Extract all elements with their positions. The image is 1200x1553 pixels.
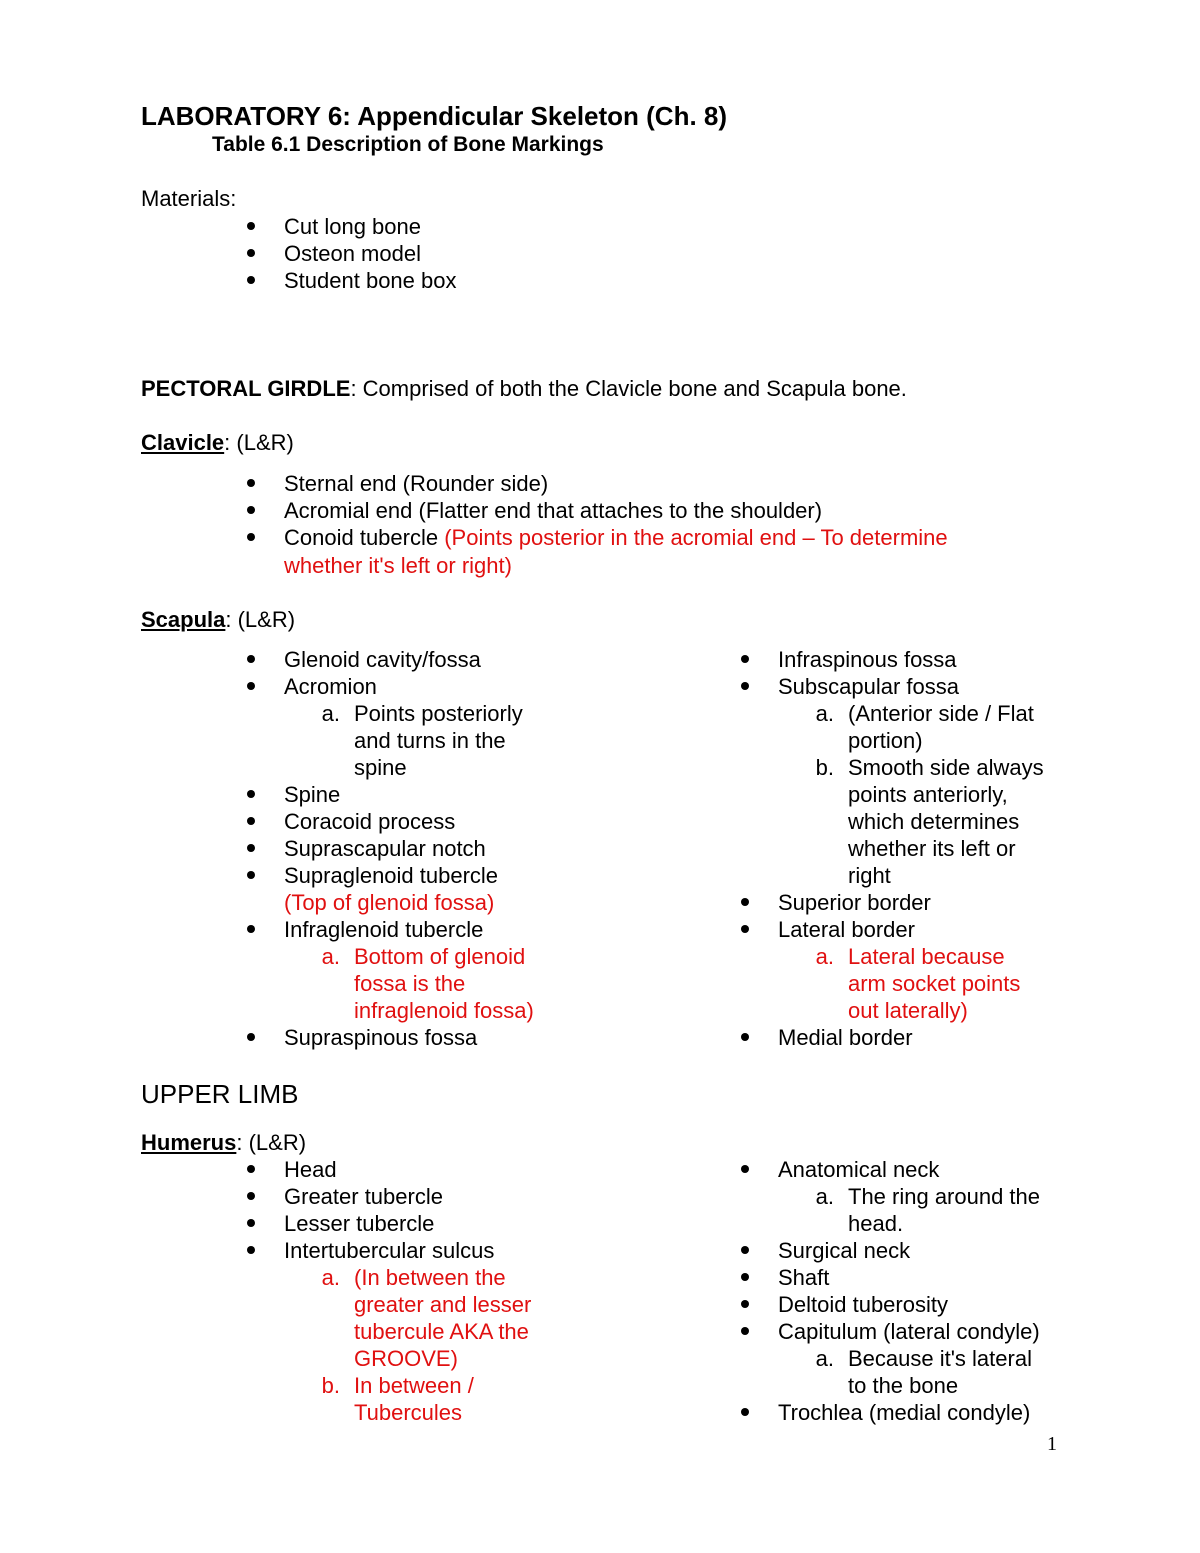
- bullet-icon: [247, 222, 255, 230]
- bullet-icon: [741, 1273, 749, 1281]
- page-number: 1: [1047, 1433, 1057, 1455]
- scapula-suffix: : (L&R): [225, 607, 296, 632]
- bullet-icon: [247, 1219, 255, 1227]
- bullet-icon: [247, 276, 255, 284]
- clavicle-label: Clavicle: [141, 430, 225, 455]
- bullet-icon: [741, 898, 749, 906]
- bullet-icon: [247, 533, 255, 541]
- bullet-icon: [247, 925, 255, 933]
- bullet-icon: [247, 249, 255, 257]
- bullet-icon: [247, 790, 255, 798]
- materials-label: Materials:: [141, 186, 237, 211]
- bullet-icon: [247, 479, 255, 487]
- bullet-icon: [247, 682, 255, 690]
- scapula-heading: [141, 606, 295, 633]
- clavicle-note: (Points posterior in the acromial end – To determine: [444, 525, 948, 550]
- bullet-icon: [741, 682, 749, 690]
- humerus-suffix: : (L&R): [236, 1130, 307, 1155]
- humerus-label: Humerus: [141, 1130, 237, 1155]
- bullet-icon: [247, 1246, 255, 1254]
- bullet-icon: [741, 1033, 749, 1041]
- pectoral-girdle-line: [141, 375, 907, 402]
- clavicle-suffix: : (L&R): [224, 430, 294, 455]
- bullet-icon: [741, 1300, 749, 1308]
- bullet-icon: [247, 817, 255, 825]
- bullet-icon: [741, 1408, 749, 1416]
- bullet-icon: [741, 1327, 749, 1335]
- bullet-icon: [741, 1165, 749, 1173]
- bullet-icon: [247, 1192, 255, 1200]
- upper-limb-heading: UPPER LIMB: [141, 1079, 299, 1109]
- bullet-icon: [247, 1165, 255, 1173]
- bullet-icon: [247, 1033, 255, 1041]
- bullet-icon: [247, 844, 255, 852]
- humerus-heading: [141, 1129, 306, 1156]
- bullet-icon: [741, 925, 749, 933]
- table-subtitle: Table 6.1 Description of Bone Markings: [212, 133, 604, 156]
- bullet-icon: [741, 1246, 749, 1254]
- page-title: LABORATORY 6: Appendicular Skeleton (Ch. 8): [141, 101, 728, 131]
- bullet-icon: [247, 871, 255, 879]
- pectoral-girdle-label: PECTORAL GIRDLE: [141, 376, 351, 401]
- bullet-icon: [247, 506, 255, 514]
- scapula-label: Scapula: [141, 607, 226, 632]
- bullet-icon: [247, 655, 255, 663]
- pectoral-girdle-text: : Comprised of both the Clavicle bone and Scapula bone.: [350, 376, 907, 401]
- clavicle-heading: [141, 429, 294, 456]
- bullet-icon: [741, 655, 749, 663]
